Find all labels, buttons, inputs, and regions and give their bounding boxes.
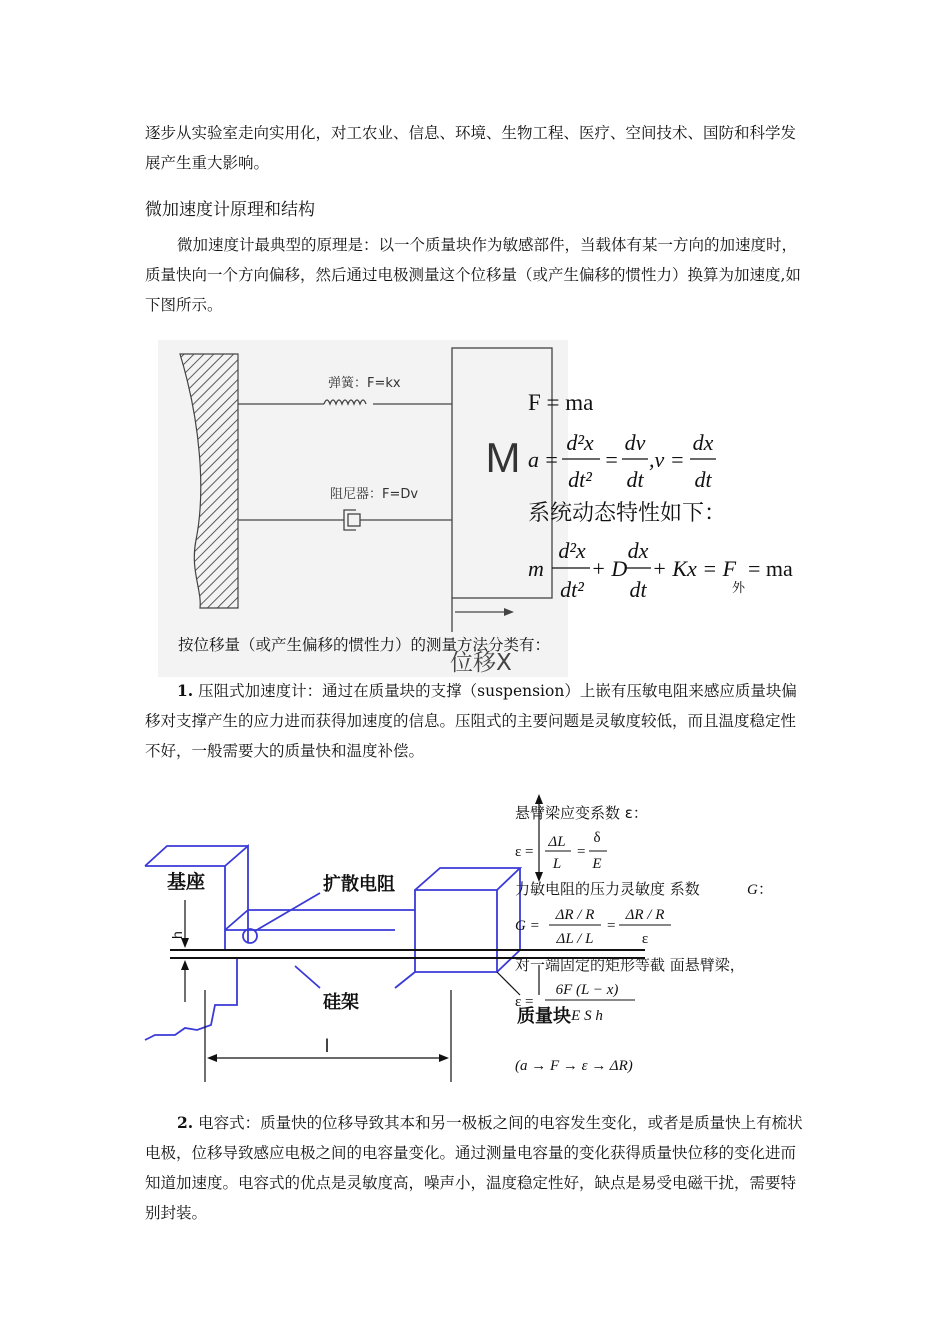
resistor-symbol <box>243 929 257 943</box>
strain-eq: = <box>577 844 586 860</box>
strain-den2: E <box>592 856 602 872</box>
strain-equations <box>515 804 773 1074</box>
newton-equation: F = ma <box>528 390 594 415</box>
item-1-text: 压阻式加速度计：通过在质量块的支撑（suspension）上嵌有压敏电阻来感应质量块偏移对支撑产生的应力进而获得加速度的信息。压阻式的主要问题是灵敏度较低，而且温度稳定性不好，一般需要大的质量快和温度补偿。 <box>145 682 797 760</box>
eq4-tail: = ma <box>748 556 793 581</box>
piezoresistive-cantilever-figure <box>145 790 810 1095</box>
damper-label: 阻尼器：F=Dv <box>330 487 419 502</box>
beam-edge <box>225 910 248 930</box>
item-1-paragraph <box>145 676 807 766</box>
base-top-back <box>145 846 248 866</box>
eq2-v: ,v = <box>649 447 685 472</box>
strain-num2: δ <box>593 830 601 846</box>
eq2-num3: dx <box>692 430 714 455</box>
h-label: h <box>169 931 185 939</box>
eq4-den1: dt² <box>560 577 584 602</box>
intro-paragraph: 逐步从实验室走向实用化，对工农业、信息、环境、生物工程、医疗、空间技术、国防和科学发展产生重大影响。 <box>145 124 797 172</box>
mass-leader <box>497 972 520 995</box>
beam-den: E S h <box>571 1008 603 1024</box>
eq4-rest: + Kx = F <box>652 556 737 581</box>
gauge-lhs: G = <box>515 918 540 934</box>
item-2-text: 电容式：质量快的位移导致其本和另一极板之间的电容发生变化，或者是质量快上有梳状电极，位移导致感应电极之间的电容量变化。通过测量电容量的变化获得质量快位移的变化进而知道加速度。电容式的优点是灵敏度高，噪声小，温度稳定性好，缺点是易受电磁干扰，需要特别封装。 <box>145 1114 803 1222</box>
gauge-num2: ΔR / R <box>625 907 665 923</box>
mass-top <box>415 868 520 890</box>
gauge-den1: ΔL / L <box>556 931 594 947</box>
strain-title: 悬臂梁应变系数 ε： <box>515 804 648 822</box>
displacement-label: 位移X <box>450 650 512 676</box>
eq2-den1: dt² <box>568 467 592 492</box>
eq2-equals2: = <box>604 447 619 472</box>
gauge-eq: = <box>607 918 616 934</box>
spring-mass-damper-figure <box>158 340 808 680</box>
spring-label: 弹簧：F=kx <box>328 376 401 391</box>
eq4-num1: d²x <box>558 538 586 563</box>
eq2-num2: dv <box>624 430 646 455</box>
mass-block-label: 质量块 <box>517 1006 571 1027</box>
dynamics-title: 系统动态特性如下： <box>528 501 727 526</box>
resistor-label: 扩散电阻 <box>323 874 395 895</box>
eq4-den2: dt <box>629 577 647 602</box>
beam-lhs: ε = <box>515 994 534 1010</box>
base-lower <box>145 958 237 1040</box>
h-arrow-up <box>181 960 189 970</box>
eq4-m: m <box>528 556 544 581</box>
item-2-paragraph <box>145 1108 807 1228</box>
gauge-den2: ε <box>641 931 649 947</box>
l-arrow-left <box>207 1054 217 1062</box>
l-arrow-right <box>439 1054 449 1062</box>
resistor-leader <box>255 893 320 931</box>
gauge-colon: ： <box>758 880 774 898</box>
section-title: 微加速度计原理和结构 <box>145 200 315 220</box>
eq2-equals: = <box>544 447 559 472</box>
base-label: 基座 <box>167 871 206 893</box>
eq4-num2: dx <box>627 538 649 563</box>
eq4-subscript: 外 <box>732 581 746 596</box>
strain-lhs: ε = <box>515 844 534 860</box>
mass-front <box>415 890 497 972</box>
gauge-var: G <box>747 882 758 898</box>
classification-text: 按位移量（或产生偏移的惯性力）的测量方法分类有： <box>178 636 551 654</box>
l-label: l <box>325 1036 329 1056</box>
frame-label: 硅架 <box>323 992 359 1013</box>
frame-leader <box>295 966 320 988</box>
eq2-a: a <box>528 447 539 472</box>
eq2-num1: d²x <box>566 430 594 455</box>
strain-num1: ΔL <box>548 834 566 850</box>
strain-den1: L <box>552 856 562 872</box>
principle-paragraph: 微加速度计最典型的原理是：以一个质量块作为敏感部件，当载体有某一方向的加速度时，质量快向一个方向偏移，然后通过电极测量这个位移量（或产生偏移的惯性力）换算为加速度,如下图所示。 <box>145 236 801 314</box>
eq4-plusD: + D <box>591 556 628 581</box>
eq2-den3: dt <box>694 467 712 492</box>
eq2-den2: dt <box>626 467 644 492</box>
gauge-num1: ΔR / R <box>555 907 595 923</box>
chain-equation: (a → F → ε → ΔR) <box>515 1058 633 1074</box>
gauge-title: 力敏电阻的压力灵敏度 系数 <box>515 880 700 898</box>
ref-arrow-up <box>535 794 543 804</box>
item-2-number: 2. <box>177 1113 194 1132</box>
beam-num: 6F (L − x) <box>555 982 619 998</box>
mass-label: M <box>485 434 521 481</box>
mass-bottom-edge <box>395 972 415 988</box>
beam-text: 对一端固定的矩形等截 面悬臂梁， <box>515 956 745 974</box>
item-1-number: 1. <box>177 681 194 700</box>
